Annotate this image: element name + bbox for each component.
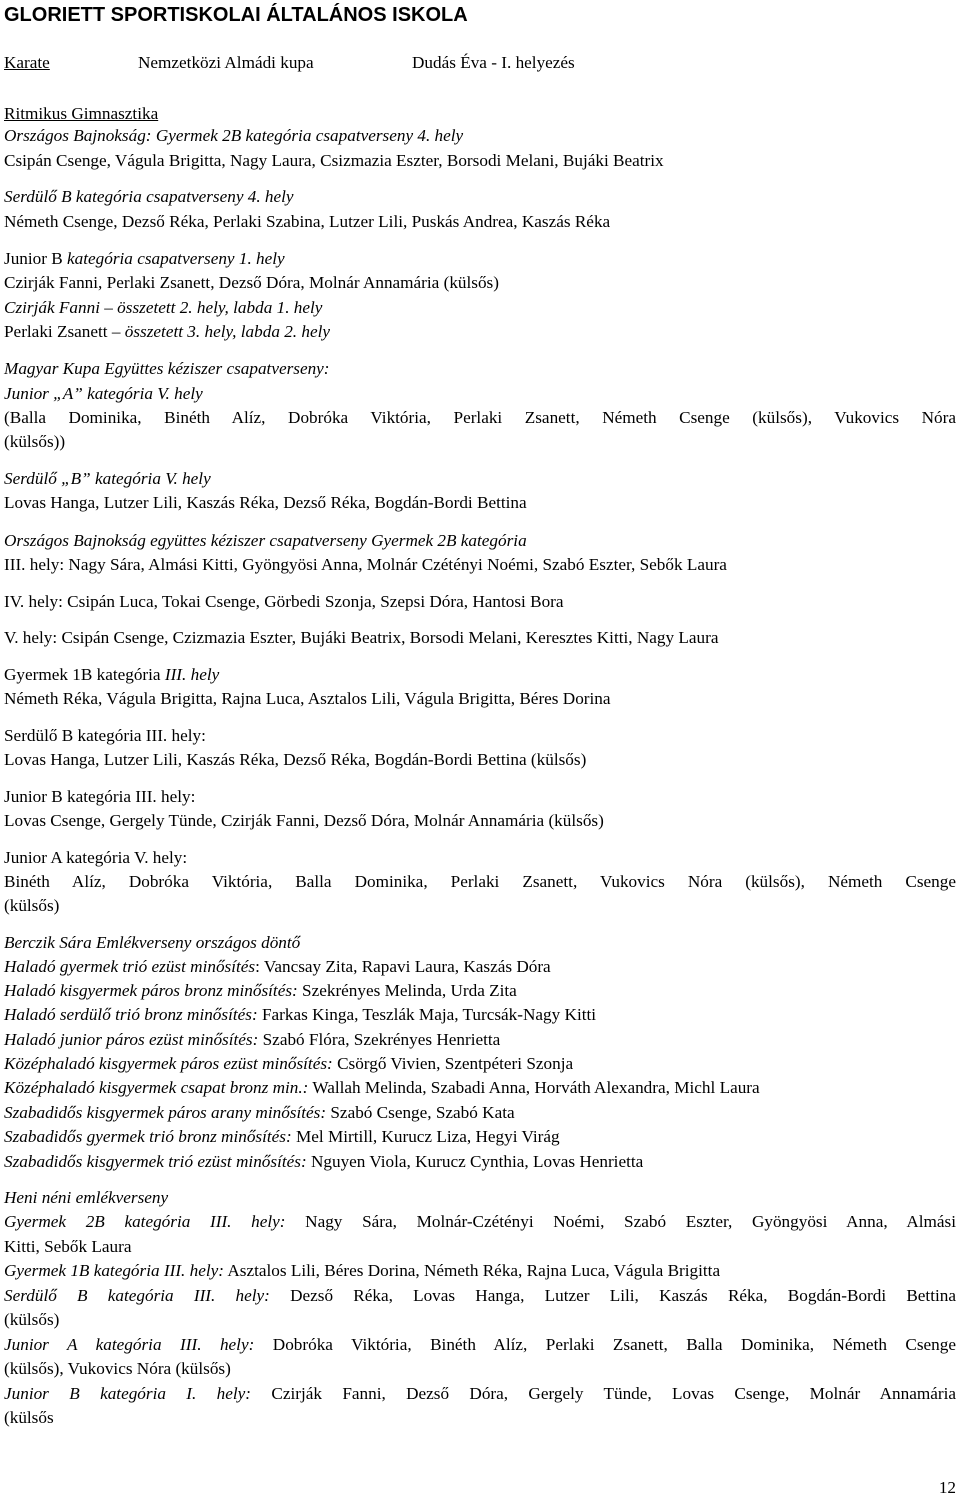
heni-heading: Heni néni emlékverseny [4, 1188, 169, 1207]
ob-iii-line: III. hely: Nagy Sára, Almási Kitti, Gyöngyösi Anna, Molnár Czétényi Noémi, Szabó Eszter, Sebők Laura [4, 555, 727, 574]
karate-event: Nemzetközi Almádi kupa [138, 53, 314, 72]
ob-egyuttes-heading: Országos Bajnokság együttes kéziszer csapatverseny Gyermek 2B kategória [4, 531, 527, 550]
sb-iii-heading: Serdülő B kategória III. hely: [4, 726, 206, 745]
ob-line: Országos Bajnokság: Gyermek 2B kategória csapatverseny 4. hely [4, 126, 464, 145]
karate-row [4, 52, 956, 74]
jb-iii-names: Lovas Csenge, Gergely Tünde, Czirják Fanni, Dezső Dóra, Molnár Annamária (külsős) [4, 811, 604, 830]
junior-a-v-heading: Junior „A” kategória V. hely [4, 384, 203, 403]
heni-gy1b-line: Gyermek 1B kategória III. hely: Asztalos Lili, Béres Dorina, Németh Réka, Rajna Luca, Vágula Brigitta [4, 1261, 721, 1280]
heni-gy2b-line-2: Kitti, Sebők Laura [4, 1237, 132, 1256]
ob-iv-line: IV. hely: Csipán Luca, Tokai Csenge, Görbedi Szonja, Szepsi Dóra, Hantosi Bora [4, 592, 564, 611]
junior-b-names: Czirják Fanni, Perlaki Zsanett, Dezső Dóra, Molnár Annamária (külsős) [4, 273, 499, 292]
page-title: GLORIETT SPORTISKOLAI ÁLTALÁNOS ISKOLA [4, 4, 468, 26]
berczik-heading: Berczik Sára Emlékverseny országos döntő [4, 933, 301, 952]
junior-a-v-names-1: (Balla Dominika, Binéth Alíz, Dobróka Viktória, Perlaki Zsanett, Németh Csenge (külsős), Vukovics Nóra [4, 408, 956, 427]
magyar-kupa-heading: Magyar Kupa Együttes kéziszer csapatverseny: [4, 359, 330, 378]
heni-sb-line-2: (külsős) [4, 1310, 60, 1329]
berczik-row: Haladó kisgyermek páros bronz minősítés: Szekrényes Melinda, Urda Zita [4, 981, 517, 1000]
jb-iii-heading: Junior B kategória III. hely: [4, 787, 196, 806]
heni-sb-line: Serdülő B kategória III. hely: Dezső Réka, Lovas Hanga, Lutzer Lili, Kaszás Réka, Bogdán-Bordi Bettina [4, 1286, 956, 1305]
ja-v-heading: Junior A kategória V. hely: [4, 848, 188, 867]
serdulo-b-names: Németh Csenge, Dezső Réka, Perlaki Szabina, Lutzer Lili, Puskás Andrea, Kaszás Réka [4, 212, 611, 231]
junior-b-heading: Junior B kategória csapatverseny 1. hely [4, 249, 285, 268]
berczik-row: Középhaladó kisgyermek páros ezüst minősítés: Csörgő Vivien, Szentpéteri Szonja [4, 1054, 574, 1073]
berczik-row: Szabadidős kisgyermek páros arany minősítés: Szabó Csenge, Szabó Kata [4, 1103, 515, 1122]
heni-gy2b-line: Gyermek 2B kategória III. hely: Nagy Sára, Molnár-Czétényi Noémi, Szabó Eszter, Gyöngyösi Anna, Almási [4, 1212, 957, 1231]
czirjak-line: Czirják Fanni – összetett 2. hely, labda 1. hely [4, 298, 323, 317]
perlaki-line: Perlaki Zsanett – összetett 3. hely, labda 2. hely [4, 322, 331, 341]
ja-v-names-1: Binéth Alíz, Dobróka Viktória, Balla Dominika, Perlaki Zsanett, Vukovics Nóra (külsős), Németh Csenge [4, 872, 956, 891]
serdulo-b-v-names: Lovas Hanga, Lutzer Lili, Kaszás Réka, Dezső Réka, Bogdán-Bordi Bettina [4, 493, 527, 512]
berczik-row: Haladó junior páros ezüst minősítés: Szabó Flóra, Szekrényes Henrietta [4, 1030, 501, 1049]
serdulo-b-v-heading: Serdülő „B” kategória V. hely [4, 469, 211, 488]
ob-v-line: V. hely: Csipán Csenge, Czizmazia Eszter, Bujáki Beatrix, Borsodi Melani, Keresztes Kitti, Nagy Laura [4, 628, 719, 647]
junior-a-v-names-2: (külsős)) [4, 432, 66, 451]
ob-names: Csipán Csenge, Vágula Brigitta, Nagy Laura, Csizmazia Eszter, Borsodi Melani, Bujáki Beatrix [4, 151, 664, 170]
serdulo-b-heading: Serdülő B kategória csapatverseny 4. hely [4, 187, 294, 206]
berczik-row: Szabadidős kisgyermek trió ezüst minősítés: Nguyen Viola, Kurucz Cynthia, Lovas Henrietta [4, 1152, 644, 1171]
karate-result: Dudás Éva - I. helyezés [412, 53, 575, 72]
page-number: 12 [938, 1478, 956, 1497]
heni-jb-line-2: (külsős [4, 1408, 54, 1427]
karate-label: Karate [4, 53, 50, 72]
berczik-row: Haladó serdülő trió bronz minősítés: Farkas Kinga, Teszlák Maja, Turcsák-Nagy Kitti [4, 1005, 597, 1024]
heni-ja-line: Junior A kategória III. hely: Dobróka Viktória, Binéth Alíz, Perlaki Zsanett, Balla Dominika, Németh Csenge [4, 1335, 956, 1354]
ritmikus-heading: Ritmikus Gimnasztika [4, 104, 159, 123]
sb-iii-names: Lovas Hanga, Lutzer Lili, Kaszás Réka, Dezső Réka, Bogdán-Bordi Bettina (külsős) [4, 750, 587, 769]
berczik-row: Haladó gyermek trió ezüst minősítés: Vancsay Zita, Rapavi Laura, Kaszás Dóra [4, 957, 551, 976]
heni-ja-line-2: (külsős), Vukovics Nóra (külsős) [4, 1359, 231, 1378]
gy1b-names: Németh Réka, Vágula Brigitta, Rajna Luca, Asztalos Lili, Vágula Brigitta, Béres Dorina [4, 689, 611, 708]
berczik-row: Szabadidős gyermek trió bronz minősítés: Mel Mirtill, Kurucz Liza, Hegyi Virág [4, 1127, 560, 1146]
heni-jb-line: Junior B kategória I. hely: Czirják Fanni, Dezső Dóra, Gergely Tünde, Lovas Csenge, Molnár Annamária [4, 1384, 957, 1403]
ja-v-names-2: (külsős) [4, 896, 60, 915]
berczik-row: Középhaladó kisgyermek csapat bronz min.: Wallah Melinda, Szabadi Anna, Horváth Alexandra, Michl Laura [4, 1078, 760, 1097]
gy1b-heading: Gyermek 1B kategória III. hely [4, 665, 220, 684]
